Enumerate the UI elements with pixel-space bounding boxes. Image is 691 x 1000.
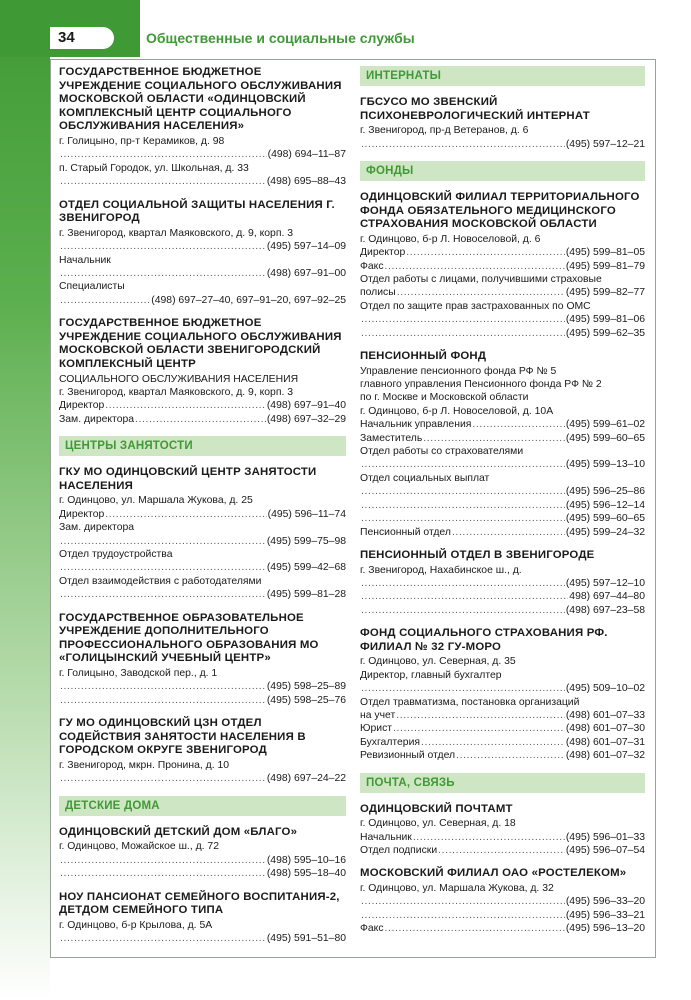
dot-leader <box>452 526 565 539</box>
phone-line <box>360 895 645 908</box>
entry-text-line: п. Старый Городок, ул. Школьная, д. 33 <box>59 162 249 174</box>
phone-label: Юрист <box>360 723 393 735</box>
phone-number: (495) 597–12–21 <box>565 138 645 150</box>
dot-leader <box>60 294 150 307</box>
phone-number: (495) 598–25–89 <box>266 681 346 693</box>
phone-number: 498) 697–44–80 <box>569 591 645 603</box>
phone-number: (495) 599–13–10 <box>565 459 645 471</box>
phone-line <box>360 260 645 273</box>
dot-leader <box>60 561 266 574</box>
phone-label: Ревизионный отдел <box>360 750 456 762</box>
entry-text-line: СОЦИАЛЬНОГО ОБСЛУЖИВАНИЯ НАСЕЛЕНИЯ <box>59 373 299 385</box>
phone-number: (495) 596–07–54 <box>565 844 645 856</box>
dot-leader <box>105 399 266 412</box>
directory-entry <box>59 199 346 308</box>
entry-title: ОДИНЦОВСКИЙ ПОЧТАМТ <box>360 802 513 815</box>
phone-number: (495) 599–75–98 <box>266 535 346 547</box>
entry-text-line: г. Одинцово, ул. Северная, д. 35 <box>360 656 516 668</box>
dot-leader <box>406 246 565 259</box>
section-header-funds: ФОНДЫ <box>360 161 645 181</box>
dot-leader <box>385 260 565 273</box>
entry-text-line: г. Голицыно, пр-т Керамиков, д. 98 <box>59 135 225 147</box>
phone-label: на учет <box>360 709 396 721</box>
section-header-orphanages: ДЕТСКИЕ ДОМА <box>59 796 346 816</box>
left-group-2 <box>59 466 346 786</box>
phone-number: (495) 597–14–09 <box>266 241 346 253</box>
phone-number: (495) 599–61–02 <box>565 419 645 431</box>
phone-line <box>59 680 346 693</box>
phone-line <box>360 749 645 762</box>
entry-text-line: г. Одинцово, б-р Л. Новоселовой, д. 6 <box>360 233 541 245</box>
phone-label: Отдел подписки <box>360 844 438 856</box>
phone-line <box>59 294 346 307</box>
phone-number: (498) 697–23–58 <box>565 604 645 616</box>
phone-label: Бухгалтерия <box>360 736 421 748</box>
dot-leader <box>361 895 565 908</box>
phone-number: (495) 599–60–65 <box>565 432 645 444</box>
dot-leader <box>135 413 266 426</box>
right-column <box>360 66 645 946</box>
phone-number: (498) 697–32–29 <box>266 413 346 425</box>
entry-text-line: г. Звенигород, квартал Маяковского, д. 9, корп. 3 <box>59 387 294 398</box>
entry-text-line: г. Звенигород, мкрн. Пронина, д. 10 <box>59 760 230 772</box>
section-header-boarding: ИНТЕРНАТЫ <box>360 66 645 86</box>
phone-line <box>360 313 645 326</box>
phone-label: Начальник управления <box>360 419 472 431</box>
directory-entry <box>59 826 346 881</box>
phone-label: Директор <box>360 247 406 259</box>
entry-title: НОУ ПАНСИОНАТ СЕМЕЙНОГО ВОСПИТАНИЯ-2, ДЕТДОМ СЕМЕЙНОГО ТИПА <box>59 890 340 917</box>
phone-number: (495) 596–25–86 <box>565 486 645 498</box>
directory-entry <box>360 191 645 340</box>
dot-leader <box>423 432 565 445</box>
entry-title: ФОНД СОЦИАЛЬНОГО СТРАХОВАНИЯ РФ. ФИЛИАЛ № 32 ГУ-МОРО <box>360 627 608 653</box>
entry-text-line: г. Одинцово, б-р Крылова, д. 5А <box>59 919 213 931</box>
phone-number: (498) 697–91–40 <box>266 400 346 412</box>
phone-line <box>360 604 645 617</box>
phone-number: (498) 595–18–40 <box>266 868 346 880</box>
phone-number: (498) 601–07–33 <box>565 709 645 721</box>
phone-number: (498) 601–07–30 <box>565 723 645 735</box>
phone-label: Начальник <box>360 831 412 843</box>
right-group-1 <box>360 96 645 151</box>
phone-number: (495) 591–51–80 <box>266 933 346 945</box>
phone-number: (495) 596–13–20 <box>565 923 645 935</box>
dot-leader <box>421 736 565 749</box>
phone-number: (498) 694–11–87 <box>267 149 346 161</box>
dot-leader <box>397 286 565 299</box>
left-group-1 <box>59 66 346 426</box>
phone-number: (495) 596–33–21 <box>565 909 645 921</box>
entry-text-line: г. Одинцово, ул. Северная, д. 18 <box>360 818 516 830</box>
phone-line <box>59 267 346 280</box>
side-color-band <box>0 0 50 1000</box>
entry-text-line: Зам. директора <box>59 522 135 534</box>
phone-label: Директор <box>59 400 105 412</box>
directory-entry <box>59 891 346 946</box>
phone-line <box>360 138 645 151</box>
left-group-3 <box>59 826 346 946</box>
entry-text-line: по г. Москве и Московской области <box>360 392 529 404</box>
dot-leader <box>60 148 267 161</box>
entry-title: МОСКОВСКИЙ ФИЛИАЛ ОАО «РОСТЕЛЕКОМ» <box>360 867 627 880</box>
phone-line <box>59 694 346 707</box>
phone-label: Заместитель <box>360 432 423 444</box>
phone-number: (495) 597–12–10 <box>565 577 645 589</box>
phone-line <box>360 418 645 431</box>
phone-label: Зам. директора <box>59 413 135 425</box>
directory-entry <box>360 867 645 935</box>
directory-entry <box>360 96 645 151</box>
phone-line <box>59 148 346 161</box>
entry-text-line: Отдел работы с лицами, получившими страховые <box>360 274 602 285</box>
dot-leader <box>361 138 565 151</box>
phone-number: (495) 596–12–14 <box>565 499 645 511</box>
phone-label: Факс <box>360 923 384 935</box>
dot-leader <box>385 922 565 935</box>
phone-line <box>59 588 346 601</box>
entry-text-line: Отдел травматизма, постановка организаций <box>360 696 580 708</box>
phone-line <box>360 432 645 445</box>
phone-number: (495) 599–81–79 <box>565 260 645 272</box>
entry-text-line: главного управления Пенсионного фонда РФ № 2 <box>360 379 602 391</box>
entry-title: ГБСУСО МО ЗВЕНСКИЙ ПСИХОНЕВРОЛОГИЧЕСКИЙ ИНТЕРНАТ <box>360 96 590 122</box>
dot-leader <box>60 267 266 280</box>
dot-leader <box>60 175 266 188</box>
phone-line <box>59 535 346 548</box>
phone-line <box>360 736 645 749</box>
directory-entry <box>59 466 346 601</box>
phone-line <box>360 327 645 340</box>
phone-number: (495) 599–24–32 <box>565 526 645 538</box>
phone-label: Факс <box>360 260 384 272</box>
entry-text-line: Отдел работы со страхователями <box>360 446 524 458</box>
dot-leader <box>361 682 565 695</box>
phone-line <box>360 526 645 539</box>
phone-number: (495) 509–10–02 <box>565 683 645 695</box>
phone-line <box>59 561 346 574</box>
dot-leader <box>361 512 565 525</box>
phone-number: (495) 596–33–20 <box>565 896 645 908</box>
phone-number: (498) 697–27–40, 697–91–20, 697–92–25 <box>151 294 346 306</box>
dot-leader <box>361 499 565 512</box>
dot-leader <box>60 772 266 785</box>
phone-number: (498) 595–10–16 <box>266 854 346 866</box>
phone-line <box>360 485 645 498</box>
dot-leader <box>361 909 565 922</box>
entry-text-line: г. Звенигород, Нахабинское ш., д. <box>360 564 522 576</box>
phone-line <box>360 922 645 935</box>
phone-line <box>360 577 645 590</box>
dot-leader <box>60 854 266 867</box>
entry-title: ГУ МО ОДИНЦОВСКИЙ ЦЗН ОТДЕЛ СОДЕЙСТВИЯ ЗАНЯТОСТИ НАСЕЛЕНИЯ В ГОРОДСКОМ ОКРУГЕ ЗВЕНИГОРОД <box>59 717 306 757</box>
phone-line <box>360 909 645 922</box>
phone-line <box>59 854 346 867</box>
entry-title: ГОСУДАРСТВЕННОЕ БЮДЖЕТНОЕ УЧРЕЖДЕНИЕ СОЦИАЛЬНОГО ОБСЛУЖИВАНИЯ МОСКОВСКОЙ ОБЛАСТИ «ОДИНЦОВСКИЙ КОМПЛЕКСНЫЙ ЦЕНТР СОЦИАЛЬНОГО ОБСЛУЖИВАНИЯ НАСЕЛЕНИЯ» <box>59 66 342 133</box>
phone-number: (498) 697–24–22 <box>266 773 346 785</box>
entry-title: ГОСУДАРСТВЕННОЕ ОБРАЗОВАТЕЛЬНОЕ УЧРЕЖДЕНИЕ ДОПОЛНИТЕЛЬНОГО ПРОФЕССИОНАЛЬНОГО ОБРАЗОВАНИЯ МО «ГОЛИЦЫНСКИЙ УЧЕБНЫЙ ЦЕНТР» <box>59 611 319 665</box>
entry-title: ГКУ МО ОДИНЦОВСКИЙ ЦЕНТР ЗАНЯТОСТИ НАСЕЛЕНИЯ <box>59 466 317 492</box>
entry-text-line: Начальник <box>59 254 111 266</box>
phone-number: (495) 599–81–06 <box>565 314 645 326</box>
dot-leader <box>60 694 266 707</box>
directory-entry <box>59 612 346 708</box>
phone-label: Пенсионный отдел <box>360 526 451 538</box>
phone-line <box>59 175 346 188</box>
entry-text-line: Отдел взаимодействия с работодателями <box>59 575 262 587</box>
entry-text-line: г. Голицыно, Заводской пер., д. 1 <box>59 668 218 680</box>
right-group-2 <box>360 191 645 763</box>
dot-leader <box>396 709 565 722</box>
directory-entry <box>360 350 645 539</box>
entry-text-line: г. Звенигород, квартал Маяковского, д. 9, корп. 3 <box>59 227 294 239</box>
phone-number: (495) 599–82–77 <box>565 287 645 299</box>
dot-leader <box>60 932 266 945</box>
entry-text-line: Отдел социальных выплат <box>360 472 490 484</box>
dot-leader <box>60 535 266 548</box>
dot-leader <box>361 458 565 471</box>
phone-number: (498) 695–88–43 <box>266 176 346 188</box>
directory-entry <box>360 803 645 858</box>
dot-leader <box>60 867 266 880</box>
dot-leader <box>361 590 568 603</box>
entry-text-line: г. Одинцово, Можайское ш., д. 72 <box>59 841 219 853</box>
entry-text-line: Отдел по защите прав застрахованных по ОМС <box>360 300 591 312</box>
phone-line <box>360 831 645 844</box>
phone-line <box>360 512 645 525</box>
directory-entry <box>360 627 645 762</box>
directory-entry <box>59 66 346 189</box>
entry-text-line: Отдел трудоустройства <box>59 549 173 561</box>
entry-title: ГОСУДАРСТВЕННОЕ БЮДЖЕТНОЕ УЧРЕЖДЕНИЕ СОЦИАЛЬНОГО ОБСЛУЖИВАНИЯ МОСКОВСКОЙ ОБЛАСТИ ЗВЕНИГОРОДСКИЙ КОМПЛЕКСНЫЙ ЦЕНТР <box>59 317 342 370</box>
dot-leader <box>438 844 565 857</box>
phone-line <box>59 867 346 880</box>
dot-leader <box>472 418 564 431</box>
dot-leader <box>361 577 565 590</box>
dot-leader <box>60 588 266 601</box>
phone-line <box>59 240 346 253</box>
dot-leader <box>456 749 565 762</box>
phone-number: (498) 601–07–31 <box>565 736 645 748</box>
entry-text-line: г. Одинцово, б-р Л. Новоселовой, д. 10А <box>360 405 554 417</box>
phone-number: (495) 599–81–28 <box>266 589 346 601</box>
phone-line <box>360 844 645 857</box>
page-number: 34 <box>58 29 75 46</box>
phone-line <box>360 246 645 259</box>
entry-text-line: г. Одинцово, ул. Маршала Жукова, д. 32 <box>360 882 554 894</box>
phone-number: (495) 598–25–76 <box>266 694 346 706</box>
dot-leader <box>105 508 266 521</box>
phone-line <box>360 682 645 695</box>
phone-line <box>360 458 645 471</box>
entry-title: ПЕНСИОННЫЙ ФОНД <box>360 350 487 363</box>
phone-line <box>360 590 645 603</box>
dot-leader <box>361 327 565 340</box>
phone-line <box>360 499 645 512</box>
entry-title: ПЕНСИОННЫЙ ОТДЕЛ В ЗВЕНИГОРОДЕ <box>360 548 595 561</box>
dot-leader <box>393 722 565 735</box>
phone-line <box>59 932 346 945</box>
entry-title: ОТДЕЛ СОЦИАЛЬНОЙ ЗАЩИТЫ НАСЕЛЕНИЯ Г. ЗВЕНИГОРОД <box>59 198 335 225</box>
phone-line <box>59 508 346 521</box>
phone-number: (495) 596–11–74 <box>267 508 346 520</box>
phone-number: (498) 697–91–00 <box>266 268 346 279</box>
phone-line <box>59 399 346 412</box>
directory-entry <box>59 717 346 786</box>
section-header-employment: ЦЕНТРЫ ЗАНЯТОСТИ <box>59 436 346 456</box>
phone-number: (495) 599–62–35 <box>565 327 645 339</box>
dot-leader <box>60 680 266 693</box>
phone-line <box>59 772 346 785</box>
left-column <box>59 66 346 956</box>
section-header-post: ПОЧТА, СВЯЗЬ <box>360 773 645 793</box>
entry-text-line: г. Звенигород, пр-д Ветеранов, д. 6 <box>360 125 529 137</box>
dot-leader <box>361 485 565 498</box>
running-title: Общественные и социальные службы <box>146 30 415 46</box>
phone-line <box>360 722 645 735</box>
phone-line <box>360 709 645 722</box>
dot-leader <box>413 831 565 844</box>
entry-text-line: Специалисты <box>59 281 125 293</box>
phone-line <box>360 286 645 299</box>
phone-line <box>59 413 346 426</box>
phone-number: (495) 599–60–65 <box>565 513 645 525</box>
phone-number: (498) 601–07–32 <box>565 750 645 762</box>
phone-number: (495) 599–42–68 <box>266 562 346 574</box>
entry-text-line: г. Одинцово, ул. Маршала Жукова, д. 25 <box>59 495 253 507</box>
phone-label: Директор <box>59 508 105 520</box>
dot-leader <box>60 240 266 253</box>
right-group-3 <box>360 803 645 936</box>
entry-text-line: Директор, главный бухгалтер <box>360 669 502 681</box>
entry-title: ОДИНЦОВСКИЙ ДЕТСКИЙ ДОМ «БЛАГО» <box>59 825 298 838</box>
entry-text-line: Управление пенсионного фонда РФ № 5 <box>360 365 557 377</box>
phone-number: (495) 596–01–33 <box>565 831 645 843</box>
directory-entry <box>360 549 645 617</box>
dot-leader <box>361 313 565 326</box>
phone-label: полисы <box>360 287 396 299</box>
entry-title: ОДИНЦОВСКИЙ ФИЛИАЛ ТЕРРИТОРИАЛЬНОГО ФОНДА ОБЯЗАТЕЛЬНОГО МЕДИЦИНСКОГО СТРАХОВАНИЯ МОСКОВСКОЙ ОБЛАСТИ <box>360 191 640 231</box>
phone-number: (495) 599–81–05 <box>565 247 645 259</box>
dot-leader <box>361 604 565 617</box>
directory-entry <box>59 317 346 426</box>
